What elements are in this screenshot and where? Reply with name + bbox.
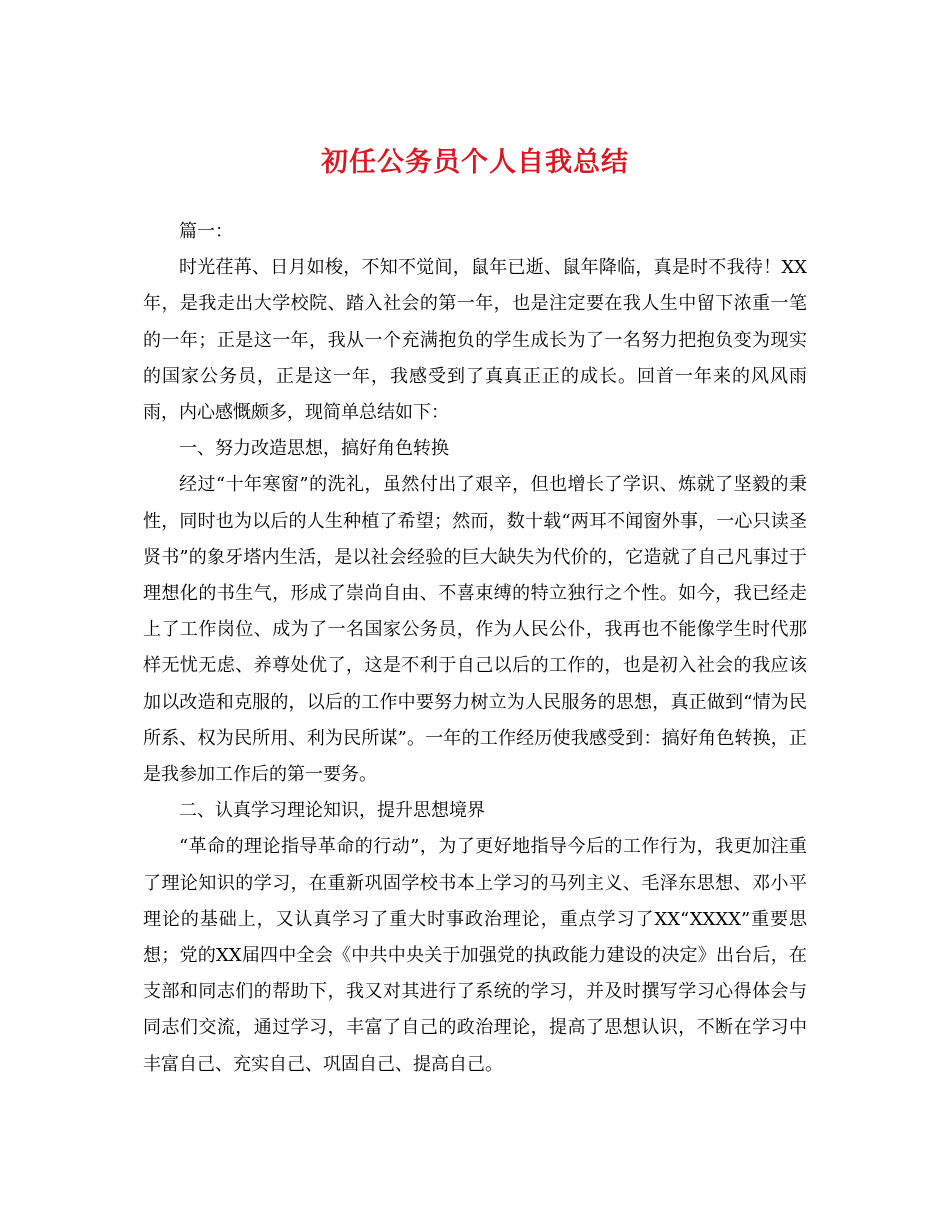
section-label: 篇一： [179, 221, 233, 242]
section-heading: 二、认真学习理论知识，提升思想境界 [179, 800, 485, 822]
section-heading: 一、努力改造思想，搞好角色转换 [179, 438, 449, 460]
paragraph: 时光荏苒、日月如梭，不知不觉间，鼠年已逝、鼠年降临，真是时不我待！XX年，是我走出大学校院、踏入社会的第一年，也是注定要在我人生中留下浓重一笔的一年；正是这一年，我从一个充满抱负的学生成长为了一名努力把抱负变为现实的国家公务员，正是这一年，我感受到了真真正正的成长。回首一年来的风风雨雨，内心感慨颇多，现简单总结如下： [143, 257, 807, 424]
paragraph: “革命的理论指导革命的行动”，为了更好地指导今后的工作行为，我更加注重了理论知识的学习，在重新巩固学校书本上学习的马列主义、毛泽东思想、邓小平理论的基础上，又认真学习了重大时事政治理论，重点学习了XX“XXXX”重要思想；党的XX届四中全会《中共中央关于加强党的执政能力建设的决定》出台后，在支部和同志们的帮助下，我又对其进行了系统的学习，并及时撰写学习心得体会与同志们交流，通过学习，丰富了自己的政治理论，提高了思想认识，不断在学习中丰富自己、充实自己、巩固自己、提高自己。 [143, 836, 807, 1075]
paragraph: 经过“十年寒窗”的洗礼，虽然付出了艰辛，但也增长了学识、炼就了坚毅的秉性，同时也为以后的人生种植了希望；然而，数十载“两耳不闻窗外事，一心只读圣贤书”的象牙塔内生活，是以社会经验的巨大缺失为代价的，它造就了自己凡事过于理想化的书生气，形成了崇尚自由、不喜束缚的特立独行之个性。如今，我已经走上了工作岗位、成为了一名国家公务员，作为人民公仆，我再也不能像学生时代那样无忧无虑、养尊处优了，这是不利于自己以后的工作的，也是初入社会的我应该加以改造和克服的，以后的工作中要努力树立为人民服务的思想，真正做到“情为民所系、权为民所用、利为民所谋”。一年的工作经历使我感受到：搞好角色转换，正是我参加工作后的第一要务。 [143, 474, 807, 786]
document-body [143, 214, 807, 1083]
document-title: 初任公务员个人自我总结 [321, 147, 629, 178]
